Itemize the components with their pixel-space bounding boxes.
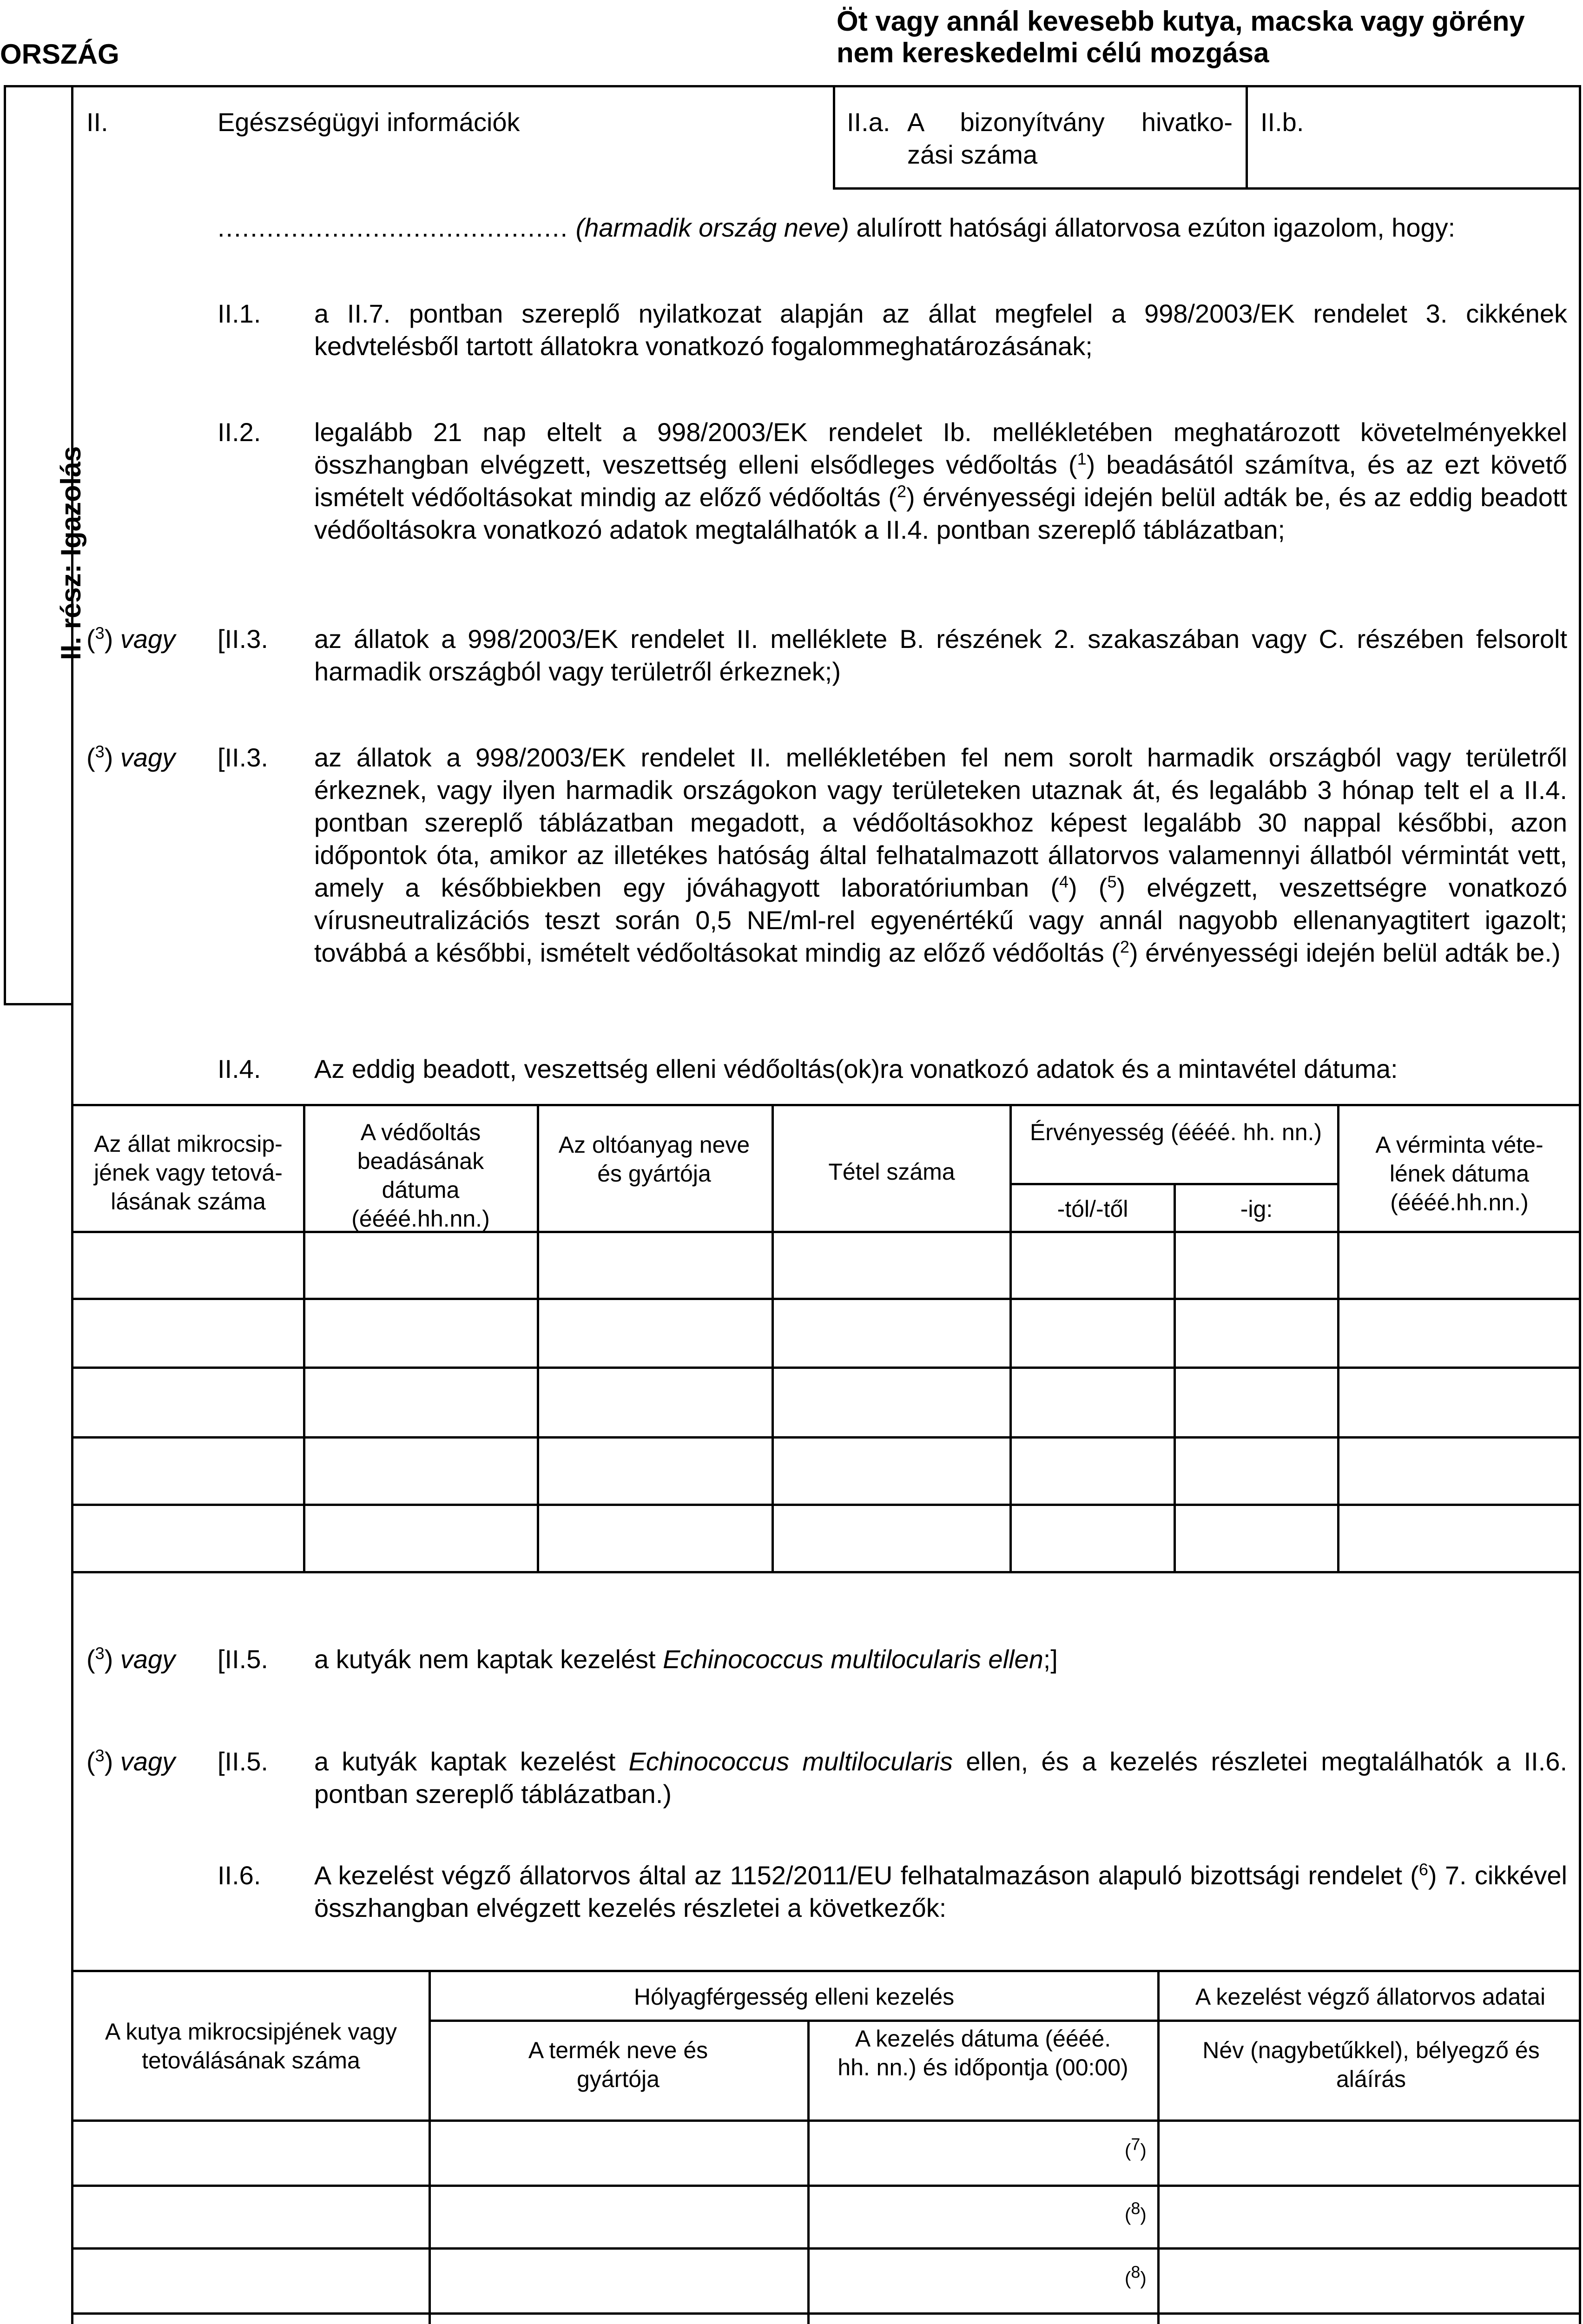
item-ii1-text: a II.7. pontban szereplő nyilatkozat alapján az állat megfelel a 998/2003/EK rendelet 3. cikkének kedvtelésből tartott állatokra vonatkozó fogalommeghatározásának; xyxy=(314,299,1567,361)
item-ii6-text-b: ) 7. cikkével összhangban elvégzett kezelés részletei a következők: xyxy=(314,1861,1567,1922)
col-echinococcus-treatment: Hólyagférgesség elleni kezelés xyxy=(633,1984,955,2010)
footnote-ref-8: 8 xyxy=(1131,2199,1141,2218)
item-ii5a-text-b: ;] xyxy=(1043,1644,1058,1674)
footnote-ref-3: 3 xyxy=(95,1746,105,1765)
col-dog-microchip: A kutya mikrocsipjének vagy tetoválásának száma xyxy=(105,2019,397,2073)
item-ii2-text-b: ) beadásától számítva, és az ezt követő ismételt védőoltásokat mindig az előző védőoltás ( xyxy=(314,450,1568,512)
item-ii5a-text-a: a kutyák nem kaptak kezelést xyxy=(314,1644,663,1674)
intro-line xyxy=(218,211,1565,244)
top-row-divider-2 xyxy=(1246,85,1248,190)
item-ii5b-text xyxy=(314,1745,1567,1810)
footnote-ref-5: 5 xyxy=(1107,872,1117,891)
item-ii3b-text xyxy=(314,741,1567,969)
cert-ref-label xyxy=(907,106,1233,171)
item-ii1-number: II.1. xyxy=(218,299,261,328)
item-ii5b-italic: Echinococcus multilocularis xyxy=(628,1747,953,1776)
item-ii3b-number: [II.3. xyxy=(218,743,268,772)
col-validity-from: -tól/-től xyxy=(1057,1196,1128,1222)
prefix-close: ) xyxy=(104,1644,113,1674)
cert-ref-number: II.a. xyxy=(847,107,890,137)
footnote-ref-3: 3 xyxy=(95,742,105,761)
item-ii3a-text: az állatok a 998/2003/EK rendelet II. melléklete B. részének 2. szakaszában vagy C. részében felsorolt harmadik országból vagy területről érkeznek;) xyxy=(314,624,1567,686)
item-ii3a-number: [II.3. xyxy=(218,624,268,654)
item-ii3a-prefix xyxy=(86,623,175,655)
col-vaccine-name: Az oltóanyag neve és gyártója xyxy=(558,1132,750,1187)
vagy-label: vagy xyxy=(120,1747,176,1776)
frame-right-line xyxy=(1579,85,1581,2324)
col-treatment-date-time: A kezelés dátuma (éééé. hh. nn.) és időpontja (00:00) xyxy=(838,2026,1128,2080)
top-row-divider-1 xyxy=(833,85,835,190)
item-ii3b-text-d: ) érvényességi idején belül adták be.) xyxy=(1129,938,1561,967)
footnote-ref-3: 3 xyxy=(95,1644,105,1663)
item-ii5a-text xyxy=(314,1643,1567,1676)
intro-dots: ........................................... xyxy=(218,213,569,242)
prefix-open: ( xyxy=(86,1644,95,1674)
prefix-close: ) xyxy=(104,624,113,654)
col-batch-number: Tétel száma xyxy=(828,1159,955,1185)
intro-country-placeholder: (harmadik ország neve) xyxy=(575,213,849,242)
col-vet-details: A kezelést végző állatorvos adatai xyxy=(1195,1984,1546,2010)
cert-ref-label-line2: zási száma xyxy=(907,140,1038,169)
sidebar-left-line xyxy=(4,85,6,1005)
item-ii6-number: II.6. xyxy=(218,1861,261,1890)
item-ii3b-text-b: ) ( xyxy=(1069,873,1108,902)
vagy-label: vagy xyxy=(120,624,176,654)
vagy-label: vagy xyxy=(120,743,176,772)
item-ii4-number: II.4. xyxy=(218,1054,261,1083)
country-label: ORSZÁG xyxy=(0,39,119,70)
footnote-ref-3: 3 xyxy=(95,623,105,643)
iib-label: II.b. xyxy=(1260,107,1304,137)
col-validity: Érvényesség (éééé. hh. nn.) xyxy=(1029,1119,1322,1145)
section-title: Egészségügyi információk xyxy=(218,107,520,137)
col-vaccination-date: A védőoltás beadásának dátuma (éééé.hh.nn.) xyxy=(351,1119,490,1232)
col-blood-sample-date: A vérminta véte-lének dátuma (éééé.hh.nn.) xyxy=(1375,1132,1543,1215)
footnote-ref-2: 2 xyxy=(1120,937,1129,957)
footnote-ref-6: 6 xyxy=(1418,1860,1428,1879)
item-ii2-text-c: ) érvényességi idején belül adták be, és az eddig beadott védőoltásokra vonatkozó adatok megtalálhatók a II.4. pontban szereplő táblázatban; xyxy=(314,482,1567,544)
prefix-open: ( xyxy=(86,743,95,772)
col-vet-name-stamp-signature: Név (nagybetűkkel), bélyegző és aláírás xyxy=(1202,2037,1540,2092)
item-ii6-text-a: A kezelést végző állatorvos által az 1152/2011/EU felhatalmazáson alapuló bizottsági rendelet ( xyxy=(314,1861,1419,1890)
item-ii5b-number: [II.5. xyxy=(218,1747,268,1776)
prefix-open: ( xyxy=(86,1747,95,1776)
prefix-close: ) xyxy=(104,1747,113,1776)
item-ii2-text-a: legalább 21 nap eltelt a 998/2003/EK rendelet Ib. mellékletében meghatározott követelményekkel összhangban elvégzett, veszettség elleni elsődleges védőoltás ( xyxy=(314,417,1567,479)
col-validity-to: -ig: xyxy=(1240,1196,1273,1222)
top-row-bottom-line xyxy=(833,187,1581,190)
intro-text: alulírott hatósági állatorvosa ezúton igazolom, hogy: xyxy=(856,213,1456,242)
item-ii5b-prefix xyxy=(86,1745,175,1778)
prefix-open: ( xyxy=(86,624,95,654)
item-ii5a-number: [II.5. xyxy=(218,1644,268,1674)
certificate-title-line2: nem kereskedelmi célú mozgása xyxy=(837,37,1269,68)
item-ii5b-text-b: ellen, és a kezelés részletei megtalálhatók a II.6. pontban szereplő táblázatban.) xyxy=(314,1747,1568,1809)
section-number: II. xyxy=(86,107,108,137)
footnote-ref-7: 7 xyxy=(1131,2134,1141,2154)
sidebar-bottom-line xyxy=(4,1003,73,1005)
item-ii3b-prefix xyxy=(86,741,175,774)
item-ii3b-text-a: az állatok a 998/2003/EK rendelet II. mellékletében fel nem sorolt harmadik országból vagy területről érkeznek, vagy ilyen harmadik országokon vagy területeken utaznak át, és legalább 3 hónap telt el a II.4. pontban szereplő táblázatban megadott, a védőoltásokhoz képest legalább 30 nappal későbbi, azon időpontok óta, amikor az illetékes hatóság által felhatalmazott állatorvos valamennyi állatból vérmintát vett, amely a későbbiekben egy jóváhagyott laboratóriumban ( xyxy=(314,743,1567,902)
prefix-close: ) xyxy=(104,743,113,772)
item-ii2-text xyxy=(314,416,1567,546)
item-ii5a-italic: Echinococcus multilocularis ellen xyxy=(663,1644,1043,1674)
footnote-ref-2: 2 xyxy=(897,482,906,501)
frame-top-line xyxy=(4,85,1581,87)
sidebar-label: II. rész: Igazolás xyxy=(55,446,86,660)
vagy-label: vagy xyxy=(120,1644,176,1674)
item-ii6-text xyxy=(314,1859,1567,1924)
col-product-name: A termék neve és gyártója xyxy=(528,2037,708,2092)
item-ii5a-prefix xyxy=(86,1643,175,1676)
item-ii5b-text-a: a kutyák kaptak kezelést xyxy=(314,1747,629,1776)
table2-row2-note: ($^8$) xyxy=(1125,2199,1147,2225)
footnote-ref-8: 8 xyxy=(1131,2262,1141,2282)
certificate-title-line1: Öt vagy annál kevesebb kutya, macska vagy görény xyxy=(837,6,1525,37)
item-ii4-text: Az eddig beadott, veszettség elleni védőoltás(ok)ra vonatkozó adatok és a mintavétel dátuma: xyxy=(314,1054,1398,1083)
table2-row1-note: ($^7$) xyxy=(1125,2134,1147,2161)
footnote-ref-1: 1 xyxy=(1077,449,1087,469)
col-microchip: Az állat mikrocsip-jének vagy tetová-lásának száma xyxy=(94,1131,283,1215)
certificate-title xyxy=(837,6,1525,69)
table2-row3-note: ($^8$) xyxy=(1125,2262,1147,2289)
item-ii3b-text-c: ) elvégzett, veszettségre vonatkozó vírusneutralizációs teszt során 0,5 NE/ml-rel egyenértékű vagy annál nagyobb ellenanyagtitert igazolt; továbbá a későbbi, ismételt védőoltásokat mindig az előző védőoltás ( xyxy=(314,873,1567,967)
item-ii2-number: II.2. xyxy=(218,417,261,447)
footnote-ref-4: 4 xyxy=(1059,872,1069,891)
cert-ref-label-line1: A bizonyítvány hivatko- xyxy=(907,107,1233,137)
